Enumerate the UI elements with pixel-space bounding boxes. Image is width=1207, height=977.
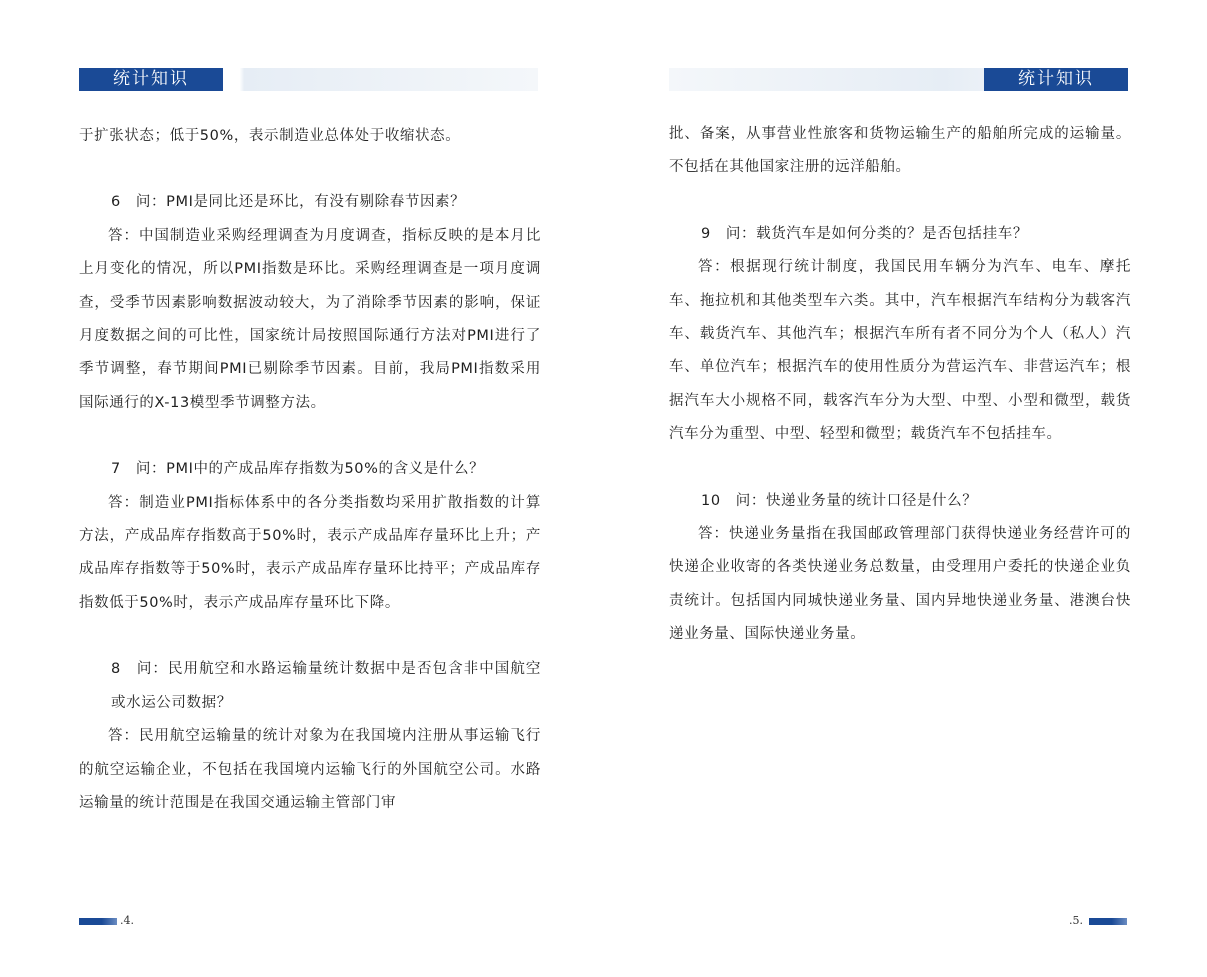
header-bar bbox=[669, 68, 1128, 91]
continued-paragraph: 批、备案，从事营业性旅客和货物运输生产的船舶所完成的运输量。不包括在其他国家注册的远洋船舶。 bbox=[669, 126, 1131, 176]
header-bar bbox=[79, 68, 538, 91]
footer-bar bbox=[79, 918, 117, 925]
right-body bbox=[669, 118, 1131, 652]
continued-paragraph: 于扩张状态；低于50%，表示制造业总体处于收缩状态。 bbox=[79, 128, 461, 144]
left-body bbox=[79, 120, 541, 820]
section-title: 统计知识 bbox=[79, 68, 223, 91]
page-number: .4. bbox=[120, 914, 134, 927]
footer-bar bbox=[1089, 918, 1127, 925]
left-page bbox=[79, 0, 541, 977]
section-title: 统计知识 bbox=[984, 68, 1128, 91]
right-page bbox=[669, 0, 1131, 977]
page-number: .5. bbox=[1069, 914, 1083, 927]
answer-7: 答：制造业PMI指标体系中的各分类指数均采用扩散指数的计算方法，产成品库存指数高于50%时，表示产成品库存量环比上升；产成品库存指数等于50%时，表示产成品库存量环比持平；产成品库存指数低于50%时，表示产成品库存量环比下降。 bbox=[79, 494, 541, 611]
answer-6: 答：中国制造业采购经理调查为月度调查，指标反映的是本月比上月变化的情况，所以PMI指数是环比。采购经理调查是一项月度调查，受季节因素影响数据波动较大，为了消除季节因素的影响，保证月度数据之间的可比性，国家统计局按照国际通行方法对PMI进行了季节调整，春节期间PMI已剔除季节因素。目前，我局PMI指数采用国际通行的X-13模型季节调整方法。 bbox=[79, 227, 541, 411]
answer-10: 答：快递业务量指在我国邮政管理部门获得快递业务经营许可的快递企业收寄的各类快递业务总数量，由受理用户委托的快递企业负责统计。包括国内同城快递业务量、国内异地快递业务量、港澳台快递业务量、国际快递业务量。 bbox=[669, 526, 1131, 643]
question-8: 8 问：民用航空和水路运输量统计数据中是否包含非中国航空或水运公司数据？ bbox=[111, 661, 541, 711]
question-6: 6 问：PMI是同比还是环比，有没有剔除春节因素？ bbox=[111, 194, 466, 211]
answer-8: 答：民用航空运输量的统计对象为在我国境内注册从事运输飞行的航空运输企业，不包括在我国境内运输飞行的外国航空公司。水路运输量的统计范围是在我国交通运输主管部门审 bbox=[79, 728, 541, 811]
question-9: 9 问：载货汽车是如何分类的？是否包括挂车？ bbox=[701, 225, 1028, 242]
answer-9: 答：根据现行统计制度，我国民用车辆分为汽车、电车、摩托车、拖拉机和其他类型车六类。其中，汽车根据汽车结构分为载客汽车、载货汽车、其他汽车；根据汽车所有者不同分为个人（私人）汽车、单位汽车；根据汽车的使用性质分为营运汽车、非营运汽车；根据汽车大小规格不同，载客汽车分为大型、中型、小型和微型，载货汽车分为重型、中型、轻型和微型；载货汽车不包括挂车。 bbox=[669, 259, 1131, 443]
question-7: 7 问：PMI中的产成品库存指数为50%的含义是什么？ bbox=[111, 461, 485, 478]
question-10: 10 问：快递业务量的统计口径是什么？ bbox=[701, 492, 978, 509]
